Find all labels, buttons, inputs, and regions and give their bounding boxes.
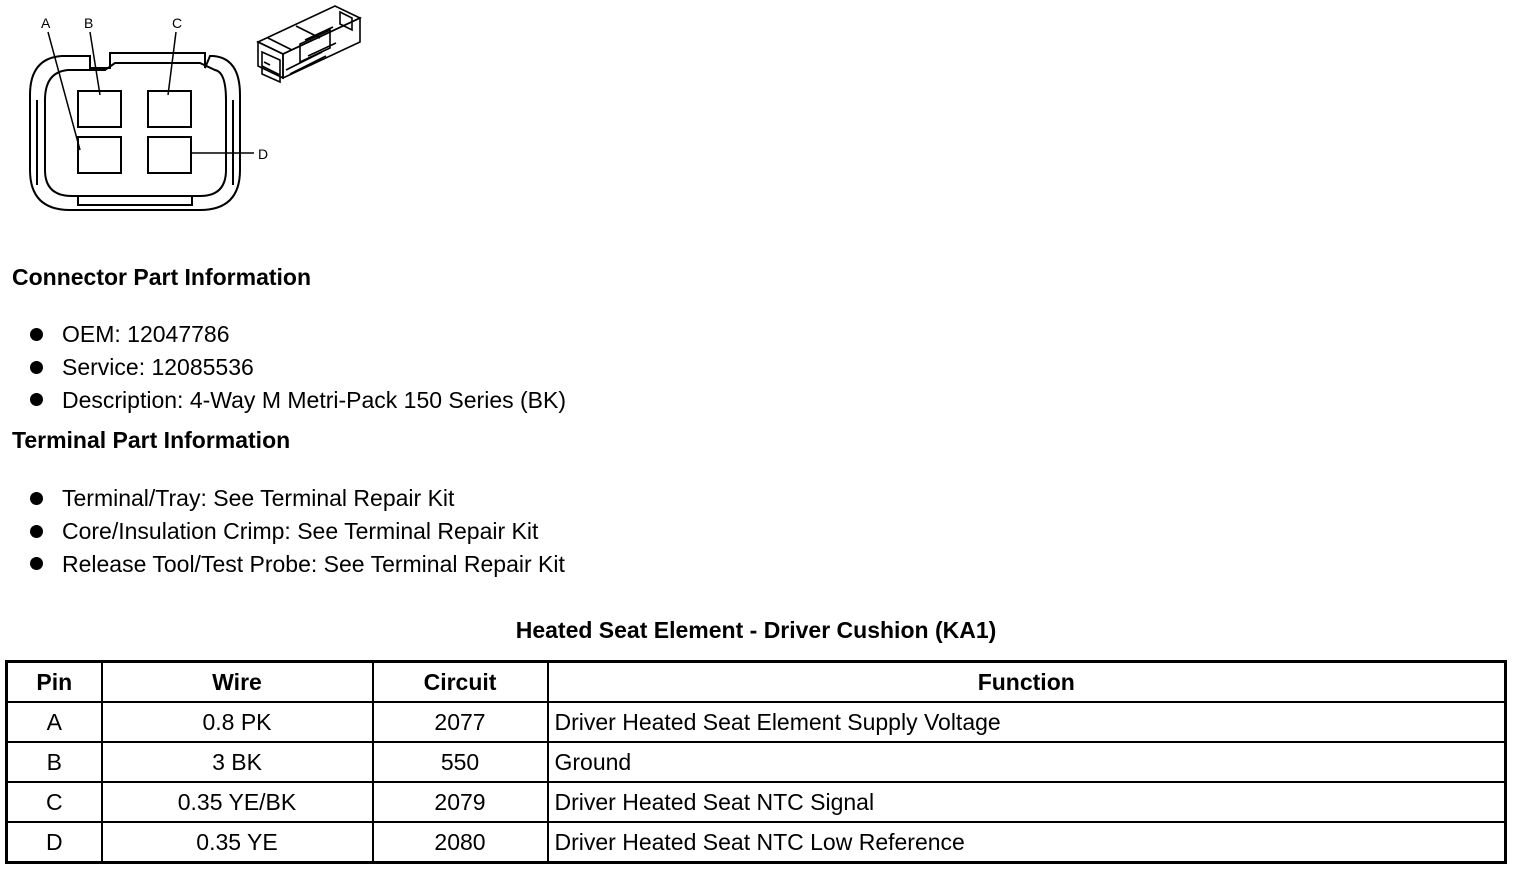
list-item — [30, 351, 566, 384]
cell-function: Driver Heated Seat NTC Low Reference — [548, 822, 1506, 863]
cell-pin: B — [7, 742, 102, 782]
cell-pin: D — [7, 822, 102, 863]
pin-label-b: B — [84, 15, 94, 31]
column-header-function: Function — [548, 662, 1506, 703]
terminal-crimp-text: Core/Insulation Crimp: See Terminal Repair Kit — [62, 518, 539, 545]
column-header-wire: Wire — [102, 662, 373, 703]
bullet-icon — [30, 492, 43, 505]
cell-circuit: 2079 — [373, 782, 548, 822]
table-row — [7, 742, 1506, 782]
bullet-icon — [30, 361, 43, 374]
cell-pin: C — [7, 782, 102, 822]
bullet-icon — [30, 393, 43, 406]
bullet-icon — [30, 328, 43, 341]
connector-housing-inner — [45, 63, 226, 196]
connector-part-info-heading: Connector Part Information — [12, 264, 312, 290]
connector-part-info-list — [30, 318, 566, 416]
cell-circuit: 2080 — [373, 822, 548, 863]
pin-label-c: C — [172, 15, 183, 31]
cell-circuit: 550 — [373, 742, 548, 782]
list-item — [30, 547, 565, 580]
connector-description-text: Description: 4-Way M Metri-Pack 150 Series (BK) — [62, 386, 567, 413]
pin-table-title: Heated Seat Element - Driver Cushion (KA1) — [515, 617, 997, 643]
connector-housing-outer — [30, 53, 240, 210]
connector-oem-text: OEM: 12047786 — [62, 321, 230, 348]
connector-latch — [78, 196, 192, 205]
cell-wire: 0.8 PK — [102, 702, 373, 742]
cavity-c — [148, 91, 191, 127]
bullet-icon — [30, 525, 43, 538]
column-header-pin: Pin — [7, 662, 102, 703]
list-item — [30, 515, 565, 548]
list-item — [30, 482, 565, 515]
leader-line-a — [48, 32, 80, 150]
table-row — [7, 822, 1506, 863]
terminal-part-info-heading: Terminal Part Information — [12, 427, 291, 453]
pin-label-d: D — [258, 146, 269, 162]
pin-label-a: A — [41, 15, 51, 31]
connector-isometric-picture — [258, 6, 360, 82]
cavity-b — [78, 91, 121, 127]
table-header-row — [7, 662, 1506, 703]
cell-wire: 0.35 YE — [102, 822, 373, 863]
connector-diagram — [0, 0, 380, 225]
cell-function: Driver Heated Seat NTC Signal — [548, 782, 1506, 822]
cell-function: Driver Heated Seat Element Supply Voltage — [548, 702, 1506, 742]
table-row — [7, 782, 1506, 822]
cavity-a — [78, 137, 121, 173]
cell-wire: 0.35 YE/BK — [102, 782, 373, 822]
cell-pin: A — [7, 702, 102, 742]
bullet-icon — [30, 557, 43, 570]
cell-circuit: 2077 — [373, 702, 548, 742]
table-row — [7, 702, 1506, 742]
terminal-release-tool-text: Release Tool/Test Probe: See Terminal Repair Kit — [62, 550, 565, 577]
list-item — [30, 318, 566, 351]
connector-service-text: Service: 12085536 — [62, 354, 254, 381]
pin-table — [5, 660, 1507, 864]
cell-wire: 3 BK — [102, 742, 373, 782]
leader-line-b — [90, 32, 100, 95]
terminal-part-info-list — [30, 482, 565, 580]
terminal-tray-text: Terminal/Tray: See Terminal Repair Kit — [62, 485, 455, 512]
cell-function: Ground — [548, 742, 1506, 782]
list-item — [30, 383, 566, 416]
column-header-circuit: Circuit — [373, 662, 548, 703]
cavity-d — [148, 137, 191, 173]
